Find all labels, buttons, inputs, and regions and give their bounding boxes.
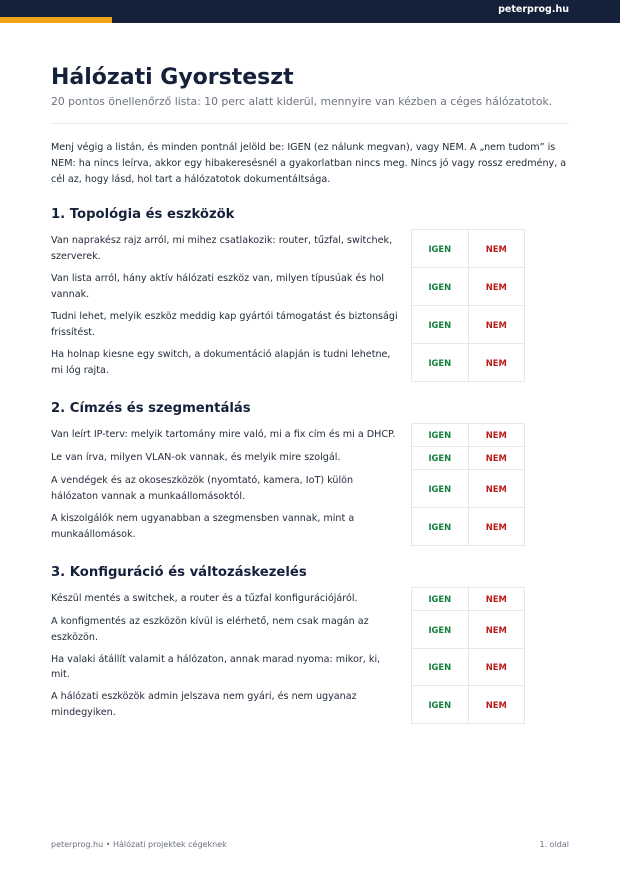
checklist-table: [51, 423, 525, 546]
section-topology: [51, 206, 569, 382]
footer-text: peterprog.hu • Hálózati projektek cégeknek: [51, 840, 227, 849]
checklist-row: [51, 230, 525, 268]
top-bar: [0, 0, 620, 23]
no-option[interactable]: NEM: [468, 230, 524, 268]
yes-option[interactable]: IGEN: [412, 344, 468, 382]
no-option[interactable]: NEM: [468, 588, 524, 611]
intro-paragraph: Menj végig a listán, és minden pontnál jelöld be: IGEN (ez nálunk megvan), vagy NEM. A „nem tudom” is NEM: ha nincs leírva, akkor egy hibakeresésnél a gyakorlatban nincs meg. Nincs jó vagy rossz eredmény, a cél az, hogy lásd, hol tart a hálózatotok dokumentáltsága.: [51, 142, 567, 185]
no-option[interactable]: NEM: [468, 447, 524, 470]
question-text: Le van írva, milyen VLAN-ok vannak, és melyik mire szolgál.: [51, 452, 341, 464]
no-option[interactable]: NEM: [468, 611, 524, 649]
checklist-row: [51, 470, 525, 508]
no-option[interactable]: NEM: [468, 268, 524, 306]
question-text: Készül mentés a switchek, a router és a tűzfal konfigurációjáról.: [51, 593, 358, 605]
brand-link[interactable]: peterprog.hu: [498, 4, 569, 15]
checklist-row: [51, 424, 525, 447]
question-text: A konfigmentés az eszközön kívül is elérhető, nem csak magán az eszközön.: [51, 616, 369, 643]
no-option[interactable]: NEM: [468, 306, 524, 344]
no-option[interactable]: NEM: [468, 424, 524, 447]
yes-option[interactable]: IGEN: [412, 268, 468, 306]
question-text: Ha valaki átállít valamit a hálózaton, annak marad nyoma: mikor, ki, mit.: [51, 653, 381, 680]
question-text: Ha holnap kiesne egy switch, a dokumentáció alapján is tudni lehetne, mi lóg rajta.: [51, 349, 391, 376]
section-title: 1. Topológia és eszközök: [51, 207, 235, 222]
page-subtitle: 20 pontos önellenőrző lista: 10 perc alatt kiderül, mennyire van kézben a céges hálózatotok.: [51, 95, 553, 108]
top-bar-accent: [0, 17, 112, 23]
yes-option[interactable]: IGEN: [412, 230, 468, 268]
checklist-row: [51, 686, 525, 724]
section-configuration: [51, 564, 569, 724]
no-option[interactable]: NEM: [468, 470, 524, 508]
checklist-row: [51, 447, 525, 470]
checklist-row: [51, 649, 525, 686]
no-option[interactable]: NEM: [468, 649, 524, 686]
yes-option[interactable]: IGEN: [412, 686, 468, 724]
question-text: Van naprakész rajz arról, mi mihez csatlakozik: router, tűzfal, switchek, szerverek.: [51, 235, 393, 262]
question-text: A kiszolgálók nem ugyanabban a szegmensben vannak, mint a munkaállomások.: [51, 513, 355, 540]
section-title: 2. Címzés és szegmentálás: [51, 401, 251, 416]
question-text: Van lista arról, hány aktív hálózati eszköz van, milyen típusúak és hol vannak.: [51, 273, 385, 300]
no-option[interactable]: NEM: [468, 686, 524, 724]
checklist-table: [51, 587, 525, 724]
question-text: A vendégek és az okoseszközök (nyomtató, kamera, IoT) külön hálózaton vannak a munkaállomásoktól.: [51, 475, 354, 502]
checklist-row: [51, 344, 525, 382]
yes-option[interactable]: IGEN: [412, 470, 468, 508]
question-text: Tudni lehet, melyik eszköz meddig kap gyártói támogatást és biztonsági frissítést.: [51, 311, 398, 338]
checklist-row: [51, 508, 525, 546]
page-title: Hálózati Gyorsteszt: [51, 65, 294, 90]
yes-option[interactable]: IGEN: [412, 588, 468, 611]
yes-option[interactable]: IGEN: [412, 611, 468, 649]
question-text: Van leírt IP-terv: melyik tartomány mire való, mi a fix cím és mi a DHCP.: [51, 429, 396, 441]
document-body: [51, 64, 569, 724]
yes-option[interactable]: IGEN: [412, 424, 468, 447]
no-option[interactable]: NEM: [468, 508, 524, 546]
question-text: A hálózati eszközök admin jelszava nem gyári, és nem ugyanaz mindegyiken.: [51, 691, 357, 718]
yes-option[interactable]: IGEN: [412, 508, 468, 546]
checklist-row: [51, 306, 525, 344]
yes-option[interactable]: IGEN: [412, 447, 468, 470]
section-title: 3. Konfiguráció és változáskezelés: [51, 565, 307, 580]
checklist-row: [51, 268, 525, 306]
section-addressing: [51, 400, 569, 546]
divider: [51, 123, 569, 124]
checklist-table: [51, 229, 525, 382]
yes-option[interactable]: IGEN: [412, 306, 468, 344]
page-number: 1. oldal: [539, 840, 569, 849]
checklist-row: [51, 611, 525, 649]
checklist-row: [51, 588, 525, 611]
no-option[interactable]: NEM: [468, 344, 524, 382]
yes-option[interactable]: IGEN: [412, 649, 468, 686]
